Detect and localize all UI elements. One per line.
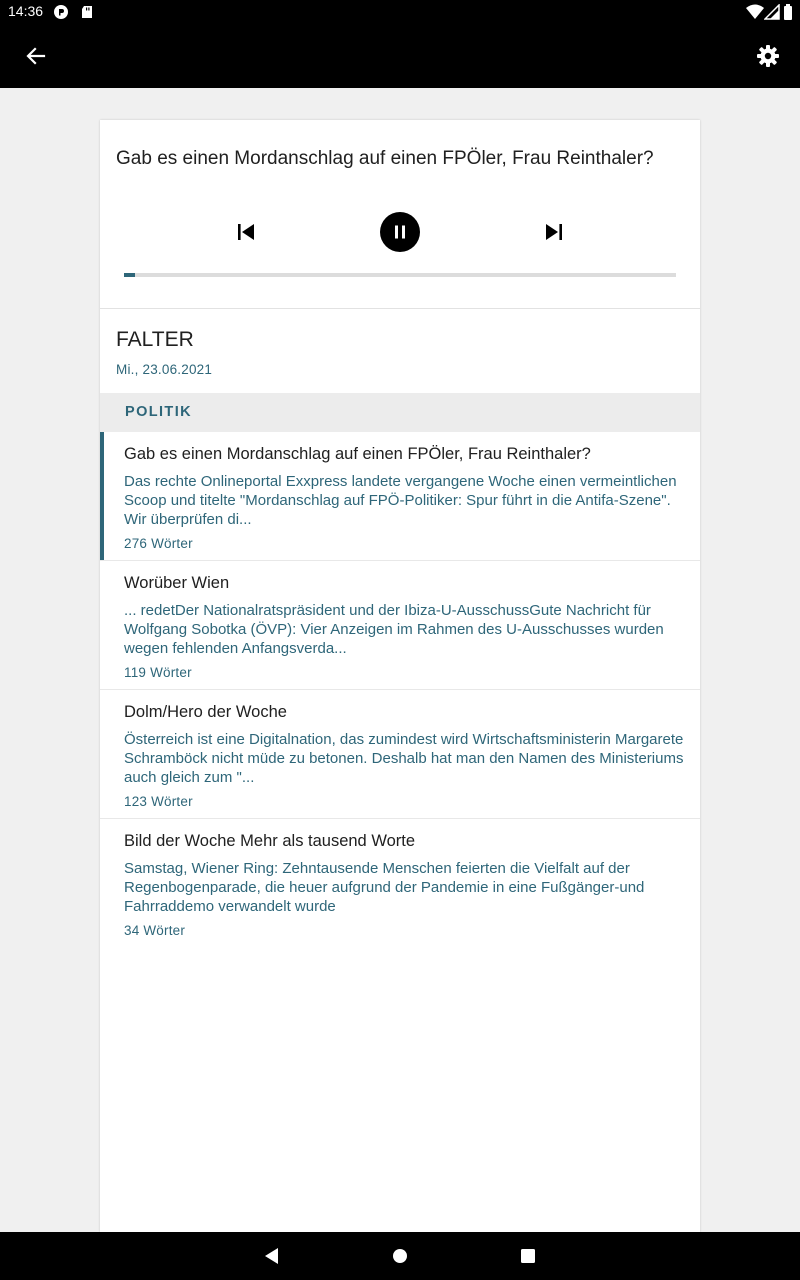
signal-icon (764, 4, 780, 20)
status-time: 14:36 (8, 3, 44, 19)
article-summary: Österreich ist eine Digitalnation, das zumindest wird Wirtschaftsministerin Margarete Schramböck nicht müde zu betonen. Deshalb hat man den Namen des Ministeriums auch gleich zum "... (124, 731, 684, 786)
article-summary: Samstag, Wiener Ring: Zehntausende Menschen feierten die Vielfalt auf der Regenbogenparade, die heuer aufgrund der Pandemie in eine Fußgänger-und Fahrraddemo verwandelt wurde (124, 860, 645, 915)
sd-card-icon (80, 5, 94, 19)
section-label: POLITIK (125, 404, 192, 420)
article-summary: Das rechte Onlineportal Exxpress landete vergangene Woche einen vermeintlichen Scoop und titelte "Mordanschlag auf FPÖ-Politiker: Spur führt in die Antifa-Szene". Wir überprüfen di... (124, 473, 677, 528)
navigation-bar (0, 1232, 800, 1280)
wifi-icon (746, 4, 764, 20)
article-title: Dolm/Hero der Woche (124, 703, 287, 721)
article-title: Worüber Wien (124, 574, 230, 592)
publication-name: FALTER (116, 328, 194, 351)
nav-back-button[interactable] (257, 1242, 285, 1270)
skip-next-icon (545, 223, 563, 241)
issue-header (116, 328, 212, 377)
player-title: Gab es einen Mordanschlag auf einen FPÖler, Frau Reinthaler? (116, 148, 654, 169)
recents-square-icon (520, 1248, 536, 1264)
pause-icon (392, 224, 408, 240)
list-item[interactable] (100, 432, 700, 561)
skip-next-button[interactable] (538, 220, 570, 244)
article-list (100, 432, 700, 947)
list-item[interactable] (100, 690, 700, 819)
article-word-count: 123 Wörter (124, 794, 193, 809)
progress-bar[interactable] (124, 273, 676, 277)
settings-button[interactable] (744, 32, 792, 80)
issue-date: Mi., 23.06.2021 (116, 362, 213, 377)
app-bar (0, 24, 800, 88)
list-item[interactable] (100, 819, 700, 947)
article-word-count: 119 Wörter (124, 665, 192, 680)
nav-home-button[interactable] (386, 1242, 414, 1270)
article-title: Bild der Woche Mehr als tausend Worte (124, 832, 416, 850)
pause-button[interactable] (380, 212, 420, 252)
list-item[interactable] (100, 561, 700, 690)
battery-icon (783, 4, 793, 20)
issue-card (100, 120, 700, 1232)
arrow-left-icon (26, 46, 46, 66)
article-word-count: 34 Wörter (124, 923, 186, 938)
media-icon (54, 5, 68, 19)
article-title: Gab es einen Mordanschlag auf einen FPÖler, Frau Reinthaler? (124, 445, 591, 463)
status-bar (0, 0, 800, 24)
back-button[interactable] (12, 32, 60, 80)
progress-fill (124, 273, 135, 277)
audio-player (100, 120, 700, 309)
nav-recents-button[interactable] (514, 1242, 542, 1270)
gear-icon (756, 44, 780, 68)
article-summary: ... redetDer Nationalratspräsident und der Ibiza-U-AusschussGute Nachricht für Wolfgang Sobotka (ÖVP): Vier Anzeigen im Rahmen des U-Ausschusses wurden wegen fehlenden Anfangsverda... (124, 602, 664, 657)
skip-previous-button[interactable] (230, 220, 262, 244)
article-word-count: 276 Wörter (124, 536, 193, 551)
section-header (100, 393, 700, 432)
home-circle-icon (392, 1248, 408, 1264)
skip-previous-icon (237, 223, 255, 241)
back-triangle-icon (263, 1247, 279, 1265)
